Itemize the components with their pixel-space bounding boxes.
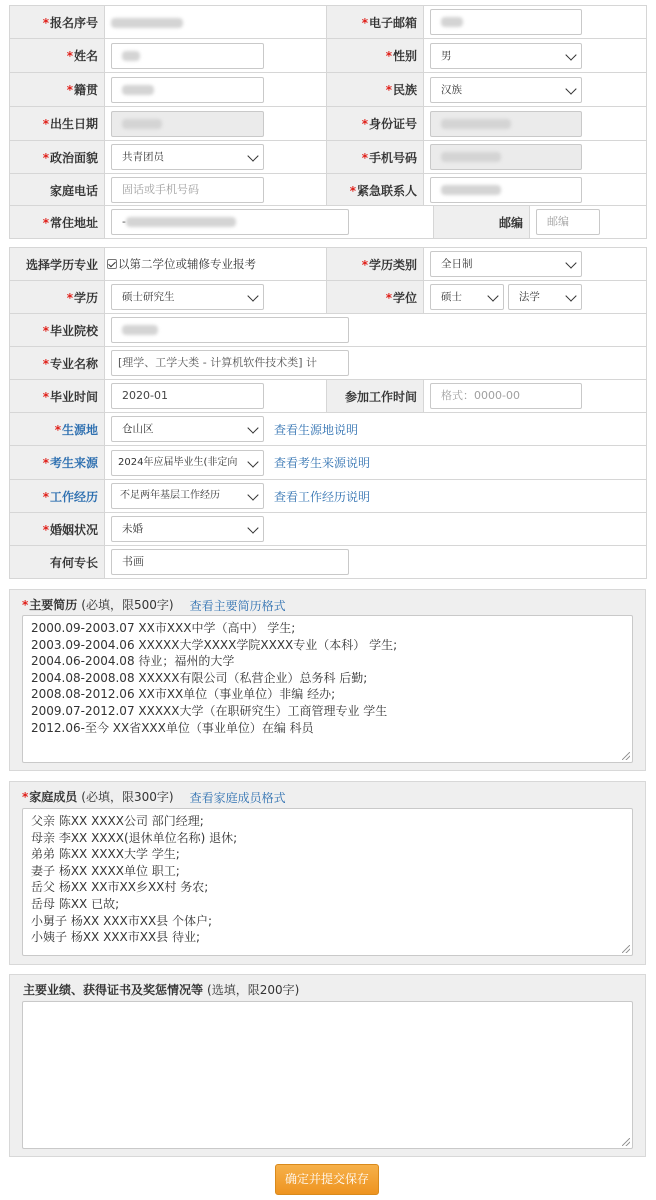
apply-no-value: [105, 6, 327, 39]
edu-type-value: 全日制: [441, 258, 473, 270]
major-input[interactable]: [理学、工学大类 - 计算机软件技术类] 计: [111, 350, 349, 376]
work-exp-select[interactable]: [111, 483, 264, 509]
chevron-down-icon: [565, 290, 576, 301]
family-header: *家庭成员 (必填，限300字) 查看家庭成员格式: [22, 790, 286, 805]
submit-button[interactable]: 确定并提交保存: [275, 1164, 379, 1195]
resume-title: 主要简历: [29, 598, 78, 612]
degree-select[interactable]: [430, 284, 504, 310]
work-exp-help-link[interactable]: 查看工作经历说明: [274, 489, 371, 504]
second-degree-option[interactable]: 以第二学位或辅修专业报考: [105, 248, 327, 281]
textarea-line: 2012.06-至今 XX省XXX单位（事业单位）在编 科员: [31, 720, 314, 735]
emergency-contact-input[interactable]: [430, 177, 582, 203]
degree-edu-value: 硕士研究生: [122, 291, 175, 303]
home-phone-label: 家庭电话: [10, 174, 105, 207]
edu-type-select[interactable]: [430, 251, 582, 277]
personal-info-table: [9, 5, 647, 207]
achievements-note: (选填，限200字): [207, 983, 300, 997]
textarea-line: 2004.08-2008.08 XXXXX有限公司（私营企业）总务科 后勤;: [31, 670, 368, 685]
degree-field-value: 法学: [518, 291, 540, 303]
textarea-line: 2003.09-2004.06 XXXXX大学XXXX学院XXXX专业（本科） 学生;: [31, 637, 398, 652]
textarea-line: 2004.06-2004.08 待业；福州的大学: [31, 654, 235, 669]
degree-edu-select[interactable]: [111, 284, 264, 310]
degree-label: *学位: [327, 281, 424, 314]
chevron-down-icon: [247, 150, 258, 161]
major-select-label: 选择学历专业: [10, 248, 105, 281]
gender-label: *性别: [327, 39, 424, 73]
school-input[interactable]: [111, 317, 349, 343]
chevron-down-icon: [487, 290, 498, 301]
work-exp-value: 不足两年基层工作经历: [120, 490, 220, 501]
resume-textarea[interactable]: [22, 615, 633, 763]
major-label: *专业名称: [10, 347, 105, 380]
resume-panel: [9, 589, 646, 771]
emergency-label: *紧急联系人: [327, 174, 424, 207]
name-input[interactable]: [111, 43, 264, 69]
email-label: *电子邮箱: [327, 6, 424, 39]
textarea-line: 小舅子 杨XX XXX市XX县 个体户;: [31, 913, 213, 928]
resize-grip-icon[interactable]: [622, 752, 630, 760]
ethnic-label: *民族: [327, 73, 424, 107]
postcode-input[interactable]: 邮编: [536, 209, 600, 235]
marital-select[interactable]: [111, 516, 264, 542]
mobile-input: [430, 144, 582, 170]
political-select[interactable]: [111, 144, 264, 170]
chevron-down-icon: [247, 422, 258, 433]
textarea-line: 母亲 李XX XXXX(退休单位名称) 退休;: [31, 830, 238, 845]
native-label: *籍贯: [10, 73, 105, 107]
address-label: *常住地址: [10, 206, 105, 239]
origin-help-link[interactable]: 查看生源地说明: [274, 422, 359, 437]
mobile-label: *手机号码: [327, 141, 424, 174]
textarea-line: 小姨子 杨XX XXX市XX县 待业;: [31, 930, 201, 945]
address-table: [9, 205, 647, 239]
resize-grip-icon[interactable]: [622, 945, 630, 953]
family-format-link[interactable]: 查看家庭成员格式: [189, 791, 286, 805]
chevron-down-icon: [247, 522, 258, 533]
achievements-textarea[interactable]: [22, 1001, 633, 1149]
textarea-line: 岳母 陈XX 已故;: [31, 896, 120, 911]
resume-header: *主要简历 (必填，限500字) 查看主要简历格式: [22, 598, 286, 613]
source-value: 2024年应届毕业生(非定向: [118, 456, 238, 468]
native-place-input[interactable]: [111, 77, 264, 103]
textarea-line: 妻子 杨XX XXXX单位 职工;: [31, 863, 180, 878]
email-input[interactable]: [430, 9, 582, 35]
degree-value: 硕士: [441, 291, 462, 303]
textarea-line: 2000.09-2003.07 XX市XXX中学（高中） 学生;: [31, 621, 296, 635]
work-time-input[interactable]: 格式：0000-00: [430, 383, 582, 409]
chevron-down-icon: [247, 489, 258, 500]
textarea-line: 弟弟 陈XX XXXX大学 学生;: [31, 847, 180, 862]
ethnic-select[interactable]: [430, 77, 582, 103]
family-textarea[interactable]: [22, 808, 633, 956]
home-phone-input[interactable]: 固话或手机号码: [111, 177, 264, 203]
source-label: *考生来源: [10, 446, 105, 480]
chevron-down-icon: [247, 456, 258, 467]
address-input[interactable]: -: [111, 209, 349, 235]
skill-input[interactable]: 书画: [111, 549, 349, 575]
gender-value: 男: [441, 49, 452, 62]
chevron-down-icon: [247, 290, 258, 301]
resume-note: (必填，限500字): [81, 598, 174, 612]
degree-edu-label: *学历: [10, 281, 105, 314]
work-exp-label: *工作经历: [10, 480, 105, 513]
idcard-label: *身份证号: [327, 107, 424, 141]
grad-time-input[interactable]: 2020-01: [111, 383, 264, 409]
idcard-input: [430, 111, 582, 137]
apply-no-label: *报名序号: [10, 6, 105, 39]
gender-select[interactable]: [430, 43, 582, 69]
family-title: 家庭成员: [29, 790, 78, 804]
achievements-title: 主要业绩、获得证书及奖惩情况等: [23, 983, 204, 997]
checkbox-checked-icon[interactable]: [107, 259, 117, 269]
achievements-panel: [9, 974, 646, 1157]
origin-label: *生源地: [10, 413, 105, 446]
origin-value: 仓山区: [122, 423, 154, 435]
edu-type-label: *学历类别: [327, 248, 424, 281]
achievements-header: [23, 981, 299, 998]
marital-label: *婚姻状况: [10, 513, 105, 546]
resize-grip-icon[interactable]: [622, 1138, 630, 1146]
birth-label: *出生日期: [10, 107, 105, 141]
name-label: *姓名: [10, 39, 105, 73]
textarea-line: 父亲 陈XX XXXX公司 部门经理;: [31, 814, 204, 828]
marital-value: 未婚: [122, 523, 143, 535]
skill-label: 有何专长: [10, 546, 105, 579]
chevron-down-icon: [565, 257, 576, 268]
postcode-label: 邮编: [434, 206, 530, 239]
degree-field-select[interactable]: [508, 284, 582, 310]
work-time-label: 参加工作时间: [327, 380, 424, 413]
political-value: 共青团员: [122, 151, 164, 163]
school-label: *毕业院校: [10, 314, 105, 347]
political-label: *政治面貌: [10, 141, 105, 174]
family-note: (必填，限300字): [81, 790, 174, 804]
grad-time-label: *毕业时间: [10, 380, 105, 413]
resume-format-link[interactable]: 查看主要简历格式: [189, 599, 286, 613]
family-panel: [9, 781, 646, 965]
chevron-down-icon: [565, 49, 576, 60]
birth-date-input: [111, 111, 264, 137]
source-select[interactable]: [111, 450, 264, 476]
textarea-line: 岳父 杨XX XX市XX乡XX村 务农;: [31, 880, 209, 895]
textarea-line: 2009.07-2012.07 XXXXX大学（在职研究生）工商管理专业 学生: [31, 703, 388, 718]
education-table: [9, 247, 647, 579]
origin-select[interactable]: [111, 416, 264, 442]
chevron-down-icon: [565, 83, 576, 94]
ethnic-value: 汉族: [441, 83, 462, 96]
source-help-link[interactable]: 查看考生来源说明: [274, 456, 371, 470]
textarea-line: 2008.08-2012.06 XX市XX单位（事业单位）非编 经办;: [31, 687, 336, 702]
